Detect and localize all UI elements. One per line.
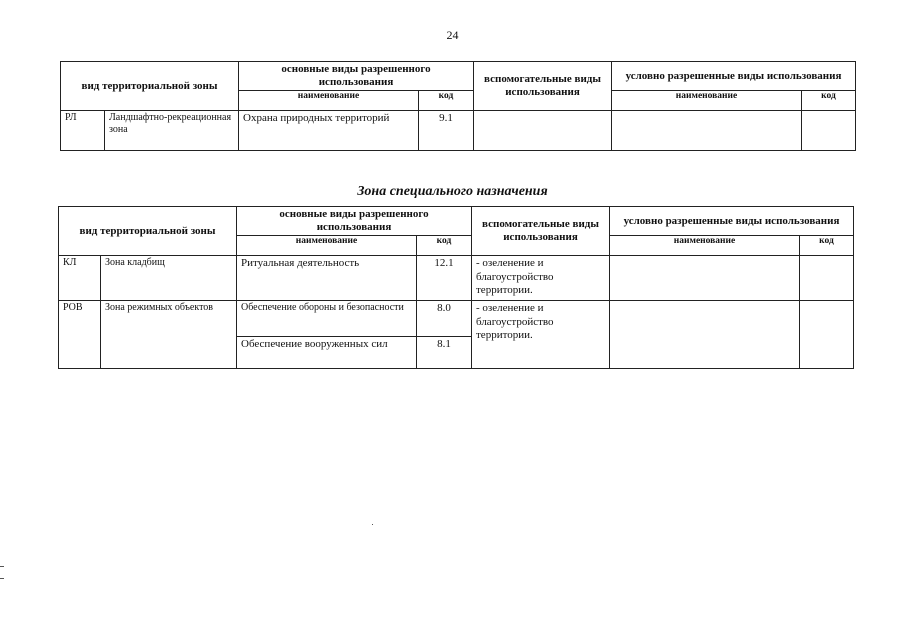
- subheader-main-name: наименование: [239, 91, 419, 111]
- zones-table-special: [58, 206, 854, 369]
- scan-mark: [0, 566, 4, 567]
- zone-code: КЛ: [59, 256, 101, 301]
- header-zone-type: вид территориальной зоны: [59, 207, 237, 256]
- zone-name: Ландшафтно-рекреационная зона: [105, 111, 239, 151]
- aux-use: - озеленение и благоустройство территории.: [472, 301, 610, 369]
- main-use-name: Обеспечение вооруженных сил: [237, 337, 417, 369]
- zone-code: РОВ: [59, 301, 101, 369]
- main-use-code: 8.1: [417, 337, 472, 369]
- header-aux-uses: вспомогательные виды использования: [472, 207, 610, 256]
- scan-mark: [372, 524, 373, 525]
- subheader-main-code: код: [417, 236, 472, 256]
- header-main-uses: основные виды разрешенного использования: [239, 62, 474, 91]
- cond-use-code: [800, 301, 854, 369]
- main-use-name: Обеспечение обороны и безопасности: [237, 301, 417, 337]
- subheader-main-code: код: [419, 91, 474, 111]
- subheader-cond-code: код: [802, 91, 856, 111]
- main-use-code: 12.1: [417, 256, 472, 301]
- header-conditional-uses: условно разрешенные виды использования: [612, 62, 856, 91]
- subheader-main-name: наименование: [237, 236, 417, 256]
- table-row: [59, 301, 854, 337]
- main-use-code: 9.1: [419, 111, 474, 151]
- subheader-cond-name: наименование: [612, 91, 802, 111]
- aux-use: - озеленение и благоустройство территории.: [472, 256, 610, 301]
- zone-name: Зона режимных объектов: [101, 301, 237, 369]
- zones-table-recreation: [60, 61, 856, 151]
- header-zone-type: вид территориальной зоны: [61, 62, 239, 111]
- table-row: [61, 111, 856, 151]
- header-aux-uses: вспомогательные виды использования: [474, 62, 612, 111]
- section-title: Зона специального назначения: [357, 184, 548, 199]
- main-use-name: Охрана природных территорий: [239, 111, 419, 151]
- cond-use-name: [610, 256, 800, 301]
- cond-use-code: [802, 111, 856, 151]
- page-number: 24: [446, 28, 459, 42]
- subheader-cond-code: код: [800, 236, 854, 256]
- scan-mark: [0, 578, 4, 579]
- subheader-cond-name: наименование: [610, 236, 800, 256]
- header-main-uses: основные виды разрешенного использования: [237, 207, 472, 236]
- zone-name: Зона кладбищ: [101, 256, 237, 301]
- cond-use-code: [800, 256, 854, 301]
- cond-use-name: [610, 301, 800, 369]
- main-use-name: Ритуальная деятельность: [237, 256, 417, 301]
- cond-use-name: [612, 111, 802, 151]
- header-conditional-uses: условно разрешенные виды использования: [610, 207, 854, 236]
- table-row: [59, 256, 854, 301]
- zone-code: РЛ: [61, 111, 105, 151]
- main-use-code: 8.0: [417, 301, 472, 337]
- aux-use: [474, 111, 612, 151]
